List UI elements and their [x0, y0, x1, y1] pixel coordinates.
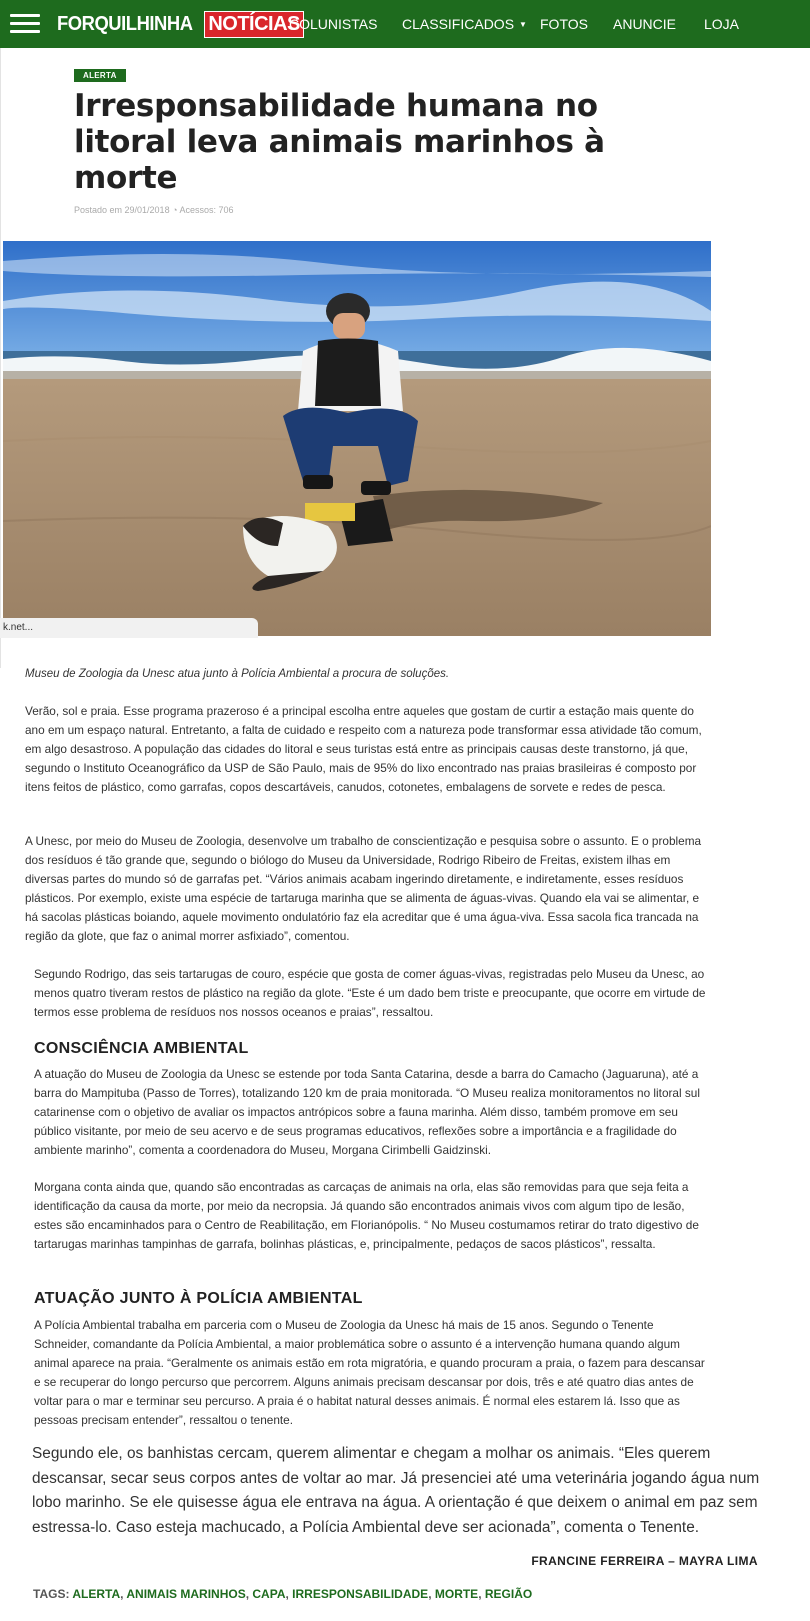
article-paragraph: Segundo ele, os banhistas cercam, querem alimentar e chegam a molhar os animais. “Eles querem descansar, secar seus corpos antes de voltar ao mar. Já presenciei até uma veterinária jogando água num lobo marinho. Se ele quisesse água ele entrava na água. A orientação é que deixem o animal em paz sem estressa-lo. Caso esteja machucado, a Polícia Ambiental deve ser acionada”, comenta o Tenente.: [32, 1445, 760, 1536]
article-paragraph: Verão, sol e praia. Esse programa prazeroso é a principal escolha entre aqueles que gostam de curtir a estação mais quente do ano em um espaço natural. Entretanto, a falta de cuidado e respeito com a natureza pode transformar essa atividade tão comum, em algo desastroso. A população das cidades do litoral e seus turistas está entre as principais causas deste transtorno, já que, segundo o Instituto Oceanográfico da USP de São Paulo, mais de 95% do lixo encontrado nas praias brasileiras é composto por itens feitos de plástico, como garrafas, copos descartáveis, canudos, cotonetes, embalagens de sorvete e redes de pesca.: [25, 704, 702, 794]
caret-down-icon: ▼: [519, 20, 527, 29]
nav-item-classificados-label: CLASSIFICADOS: [402, 16, 515, 32]
post-meta: Postado em 29/01/2018 ◔ Acessos: 706: [74, 205, 234, 215]
article-paragraph: A Polícia Ambiental trabalha em parceria com o Museu de Zoologia da Unesc há mais de 15 anos. Segundo o Tenente Schneider, comandante da Polícia Ambiental, a maior problemática sobre o assunto é a intervenção humana quando algum animal aparece na praia. “Geralmente os animais estão em rota migratória, e quando procuram a praia, o fazem para descansar e se recuperar do longo percurso que percorrem. Alguns animais precisam descansar por dois, três e até quatro dias antes de voltar para o mar e terminar seu percurso. A praia é o habitat natural desses animais. É normal eles estarem lá. Isso que as pessoas precisam entender”, ressaltou o tenente.: [34, 1318, 705, 1427]
tag-list: TAGS: ALERTA, ANIMAIS MARINHOS, CAPA, IRRESPONSABILIDADE, MORTE, REGIÃO: [33, 1587, 533, 1601]
nav-item-colunistas[interactable]: COLUNISTAS: [289, 16, 378, 32]
photo-caption: Museu de Zoologia da Unesc atua junto à Polícia Ambiental a procura de soluções.: [25, 668, 450, 680]
top-navigation-bar: [0, 0, 810, 48]
tag-link[interactable]: REGIÃO: [484, 1587, 533, 1601]
article-title: Irresponsabilidade humana no litoral leva animais marinhos à morte: [74, 88, 605, 196]
article-photo: [3, 241, 711, 636]
section-heading-consciencia: CONSCIÊNCIA AMBIENTAL: [34, 1040, 249, 1057]
tags-label: TAGS:: [33, 1587, 70, 1601]
nav-item-fotos[interactable]: FOTOS: [540, 16, 588, 32]
site-logo[interactable]: [57, 10, 304, 38]
nav-item-loja[interactable]: LOJA: [704, 16, 740, 32]
article-paragraph: Segundo Rodrigo, das seis tartarugas de couro, espécie que gosta de comer águas-vivas, registradas pelo Museu da Unesc, ao menos quatro tiveram restos de plástico na região da glote. “Este é um dado bem triste e preocupante, que ocorre em virtude de termos esse problema de resíduos nos nossos oceanos e praias”, ressaltou.: [34, 967, 706, 1019]
tag-link[interactable]: ANIMAIS MARINHOS: [126, 1587, 246, 1601]
menu-icon[interactable]: [10, 14, 40, 34]
article-paragraph: A atuação do Museu de Zoologia da Unesc se estende por toda Santa Catarina, desde a barra do Camacho (Jaguaruna), até a barra do Mampituba (Passo de Torres), totalizando 120 km de praia monitorada. “O Museu realiza monitoramentos no litoral sul catarinense com o objetivo de avaliar os impactos antrópicos sobre a fauna marinha. Além disso, também promove em seu público visitante, por meio de seu acervo e de seus programas educativos, reflexões sobre a importância e a fragilidade do ambiente marinho”, comenta a coordenadora do Museu, Morgana Cirimbelli Gaidzinski.: [34, 1067, 700, 1157]
tag-link[interactable]: IRRESPONSABILIDADE: [292, 1587, 429, 1601]
tag-link[interactable]: CAPA: [252, 1587, 286, 1601]
article-author: FRANCINE FERREIRA – MAYRA LIMA: [531, 1554, 758, 1568]
nav-item-anuncie[interactable]: ANUNCIE: [613, 16, 677, 32]
article-paragraph: Morgana conta ainda que, quando são encontradas as carcaças de animais na orla, elas são removidas para que seja feita a identificação da causa da morte, por meio da necropsia. Já quando são encontrados animais vivos com algum tipo de lesão, estes são encaminhados para o Centro de Reabilitação, em Florianópolis. “ No Museu costumamos retirar do trato digestivo de tartarugas marinhas tampinhas de garrafa, bolinhas plásticas, e, principalmente, pedaços de sacos plásticos”, ressalta.: [34, 1180, 699, 1251]
divider: [0, 48, 1, 668]
status-url-overlay: k.net...: [0, 618, 258, 638]
nav-item-classificados[interactable]: [402, 16, 527, 32]
article-paragraph: A Unesc, por meio do Museu de Zoologia, desenvolve um trabalho de conscientização e pesquisa sobre o assunto. E o problema dos resíduos é tão grande que, segundo o biólogo do Museu da Universidade, Rodrigo Ribeiro de Freitas, existem ilhas em diversas partes do mundo só de garrafas pet. “Vários animais acabam ingerindo diretamente, e indiretamente, esses resíduos plásticos. Por exemplo, existe uma espécie de tartaruga marinha que se alimenta de águas-vivas. Quando ela vai se alimentar, e há sacolas plásticas boiando, aquele movimento ondulatório faz ela acreditar que é uma água-viva. Essa sacola fica trancada na região da glote, que faz o animal morrer asfixiado”, comentou.: [25, 834, 702, 943]
category-badge[interactable]: ALERTA: [74, 69, 126, 82]
logo-text-forquilhinha: FORQUILHINHA: [57, 12, 193, 35]
tag-link[interactable]: ALERTA: [72, 1587, 121, 1601]
section-heading-policia: ATUAÇÃO JUNTO À POLÍCIA AMBIENTAL: [34, 1290, 363, 1307]
tag-link[interactable]: MORTE: [434, 1587, 479, 1601]
logo-text-noticias: NOTÍCIAS: [204, 11, 304, 38]
